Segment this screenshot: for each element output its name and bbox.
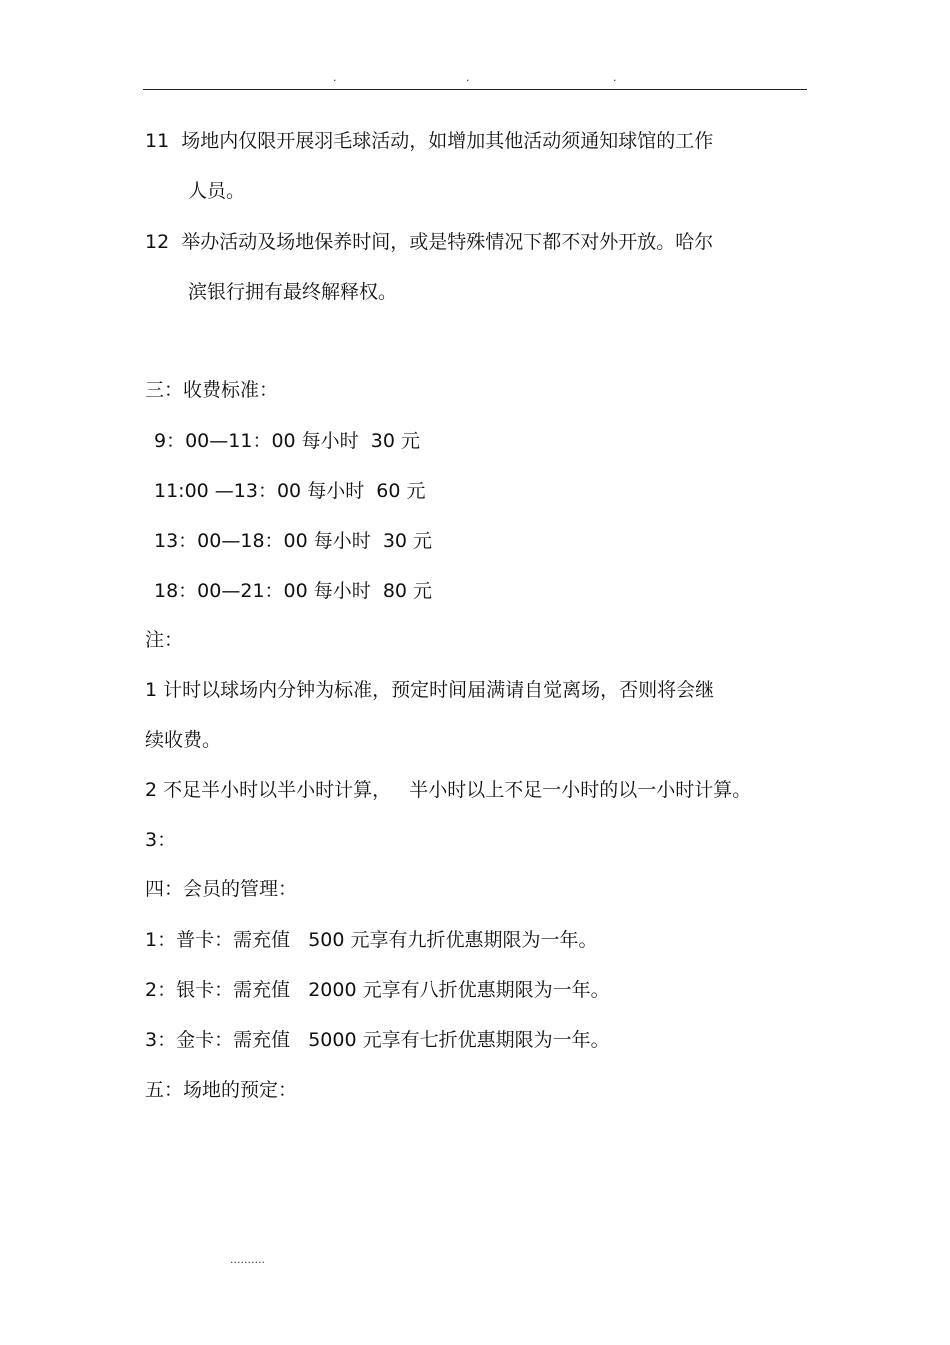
header-rule bbox=[143, 89, 807, 90]
header-dot: . bbox=[613, 71, 617, 84]
note-1-line-1: 1 计时以球场内分钟为标准，预定时间届满请自觉离场，否则将会继 bbox=[145, 679, 715, 701]
fee-row: 11:00 —13：00 每小时 60 元 bbox=[154, 480, 426, 502]
rule-12-line-1: 12 举办活动及场地保养时间，或是特殊情况下都不对外开放。哈尔 bbox=[145, 231, 714, 253]
fee-row: 13：00—18：00 每小时 30 元 bbox=[154, 530, 433, 552]
header-dot: . bbox=[333, 71, 337, 84]
fees-heading: 三：收费标准： bbox=[145, 379, 279, 401]
membership-heading: 四：会员的管理： bbox=[145, 878, 298, 900]
fee-row: 18：00—21：00 每小时 80 元 bbox=[154, 580, 433, 602]
header-dot: . bbox=[466, 71, 470, 84]
booking-heading: 五：场地的预定： bbox=[145, 1079, 298, 1101]
membership-item: 1：普卡：需充值 500 元享有九折优惠期限为一年。 bbox=[145, 929, 598, 951]
notes-heading: 注： bbox=[145, 629, 184, 651]
rule-11-line-1: 11 场地内仅限开展羽毛球活动，如增加其他活动须通知球馆的工作 bbox=[145, 130, 714, 152]
note-3: 3： bbox=[145, 829, 177, 851]
membership-item: 3：金卡：需充值 5000 元享有七折优惠期限为一年。 bbox=[145, 1029, 610, 1051]
note-2: 2 不足半小时以半小时计算， 半小时以上不足一小时的以一小时计算。 bbox=[145, 779, 752, 801]
note-1-line-2: 续收费。 bbox=[145, 729, 222, 751]
fee-row: 9：00—11：00 每小时 30 元 bbox=[154, 430, 420, 452]
footer-dots: .......... bbox=[230, 1253, 265, 1266]
membership-item: 2：银卡：需充值 2000 元享有八折优惠期限为一年。 bbox=[145, 979, 610, 1001]
rule-11-line-2: 人员。 bbox=[188, 180, 246, 202]
rule-12-line-2: 滨银行拥有最终解释权。 bbox=[188, 281, 398, 303]
